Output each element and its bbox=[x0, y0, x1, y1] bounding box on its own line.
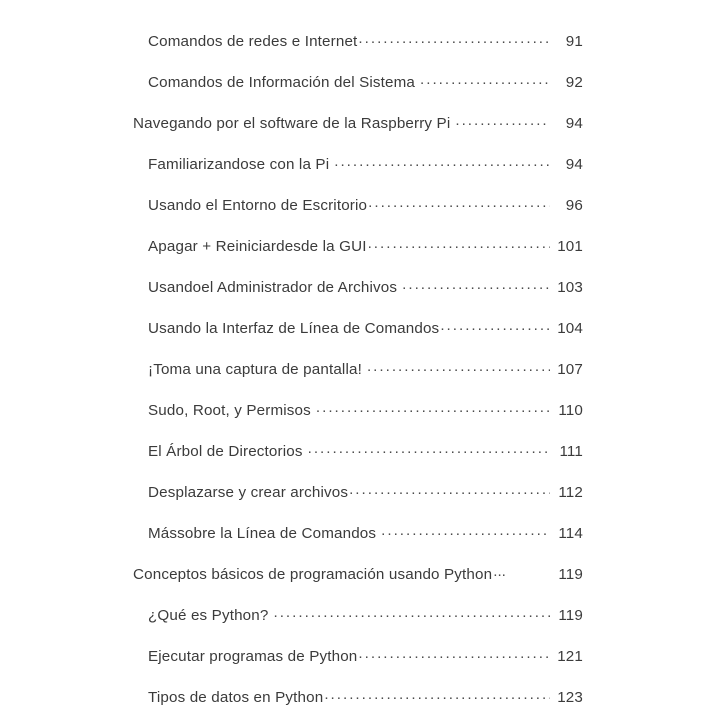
toc-entry-page-number: 123 bbox=[557, 689, 583, 707]
toc-entry[interactable] bbox=[0, 605, 720, 646]
toc-entry[interactable] bbox=[0, 523, 720, 564]
toc-entry-title: ¡Toma una captura de pantalla! bbox=[148, 361, 362, 379]
toc-entry-page-number: 110 bbox=[558, 402, 583, 420]
toc-dot-leader bbox=[308, 441, 550, 456]
toc-dot-leader bbox=[358, 646, 550, 661]
toc-entry-page-number: 94 bbox=[565, 156, 583, 174]
toc-entry[interactable] bbox=[0, 441, 720, 482]
toc-entry-page-number: 103 bbox=[557, 279, 583, 297]
toc-entry-page-number: 121 bbox=[557, 648, 583, 666]
toc-entry-page-number: 96 bbox=[565, 197, 583, 215]
toc-entry-title: Ejecutar programas de Python bbox=[148, 648, 358, 666]
toc-entry[interactable] bbox=[0, 154, 720, 195]
toc-entry-page-number: 104 bbox=[557, 320, 583, 338]
toc-entry[interactable] bbox=[0, 277, 720, 318]
toc-entry-title: Desplazarse y crear archivos bbox=[148, 484, 349, 502]
table-of-contents bbox=[0, 31, 720, 728]
toc-entry[interactable] bbox=[0, 400, 720, 441]
toc-entry-page-number: 101 bbox=[557, 238, 583, 256]
toc-entry[interactable] bbox=[0, 687, 720, 728]
toc-dot-leader bbox=[402, 277, 550, 292]
toc-dot-leader bbox=[455, 113, 550, 128]
toc-dot-leader bbox=[316, 400, 550, 415]
toc-entry[interactable] bbox=[0, 318, 720, 359]
toc-entry-title: Usando el Entorno de Escritorio bbox=[148, 197, 368, 215]
toc-entry-title: Tipos de datos en Python bbox=[148, 689, 324, 707]
toc-entry-title: Navegando por el software de la Raspberry Pi bbox=[133, 115, 451, 133]
toc-entry-title: Usandoel Administrador de Archivos bbox=[148, 279, 398, 297]
toc-entry-title: Familiarizandose con la Pi bbox=[148, 156, 330, 174]
toc-entry[interactable] bbox=[0, 72, 720, 113]
toc-entry-title: Sudo, Root, y Permisos bbox=[148, 402, 311, 420]
toc-entry-title: Apagar + Reiniciardesde la GUI bbox=[148, 238, 367, 256]
toc-entry[interactable] bbox=[0, 236, 720, 277]
toc-entry[interactable] bbox=[0, 195, 720, 236]
toc-entry-title: Comandos de redes e Internet bbox=[148, 33, 358, 51]
toc-dot-leader bbox=[368, 195, 550, 210]
toc-entry-page-number: 112 bbox=[558, 484, 583, 502]
toc-entry[interactable] bbox=[0, 646, 720, 687]
toc-entry[interactable] bbox=[0, 564, 720, 605]
toc-dot-leader bbox=[493, 564, 550, 579]
toc-entry-title: Comandos de Información del Sistema bbox=[148, 74, 416, 92]
toc-entry-page-number: 107 bbox=[557, 361, 583, 379]
toc-dot-leader bbox=[334, 154, 550, 169]
toc-entry-page-number: 94 bbox=[565, 115, 583, 133]
toc-entry[interactable] bbox=[0, 113, 720, 154]
toc-entry-title: Mássobre la Línea de Comandos bbox=[148, 525, 377, 543]
toc-dot-leader bbox=[381, 523, 550, 538]
toc-entry[interactable] bbox=[0, 359, 720, 400]
toc-dot-leader bbox=[324, 687, 550, 702]
toc-dot-leader bbox=[349, 482, 550, 497]
toc-entry-title: Usando la Interfaz de Línea de Comandos bbox=[148, 320, 440, 338]
toc-entry-title: Conceptos básicos de programación usando Python bbox=[133, 566, 493, 584]
toc-dot-leader bbox=[358, 31, 550, 46]
toc-dot-leader bbox=[420, 72, 550, 87]
toc-entry-page-number: 114 bbox=[558, 525, 583, 543]
toc-entry-page-number: 119 bbox=[558, 566, 583, 584]
toc-entry-page-number: 111 bbox=[559, 443, 583, 461]
toc-entry-page-number: 119 bbox=[558, 607, 583, 625]
toc-dot-leader bbox=[273, 605, 550, 620]
toc-entry-title: ¿Qué es Python? bbox=[148, 607, 269, 625]
toc-dot-leader bbox=[367, 359, 550, 374]
toc-dot-leader bbox=[440, 318, 550, 333]
toc-entry[interactable] bbox=[0, 482, 720, 523]
toc-entry-page-number: 92 bbox=[565, 74, 583, 92]
toc-dot-leader bbox=[368, 236, 550, 251]
toc-entry-title: El Árbol de Directorios bbox=[148, 443, 303, 461]
toc-entry[interactable] bbox=[0, 31, 720, 72]
toc-entry-page-number: 91 bbox=[565, 33, 583, 51]
